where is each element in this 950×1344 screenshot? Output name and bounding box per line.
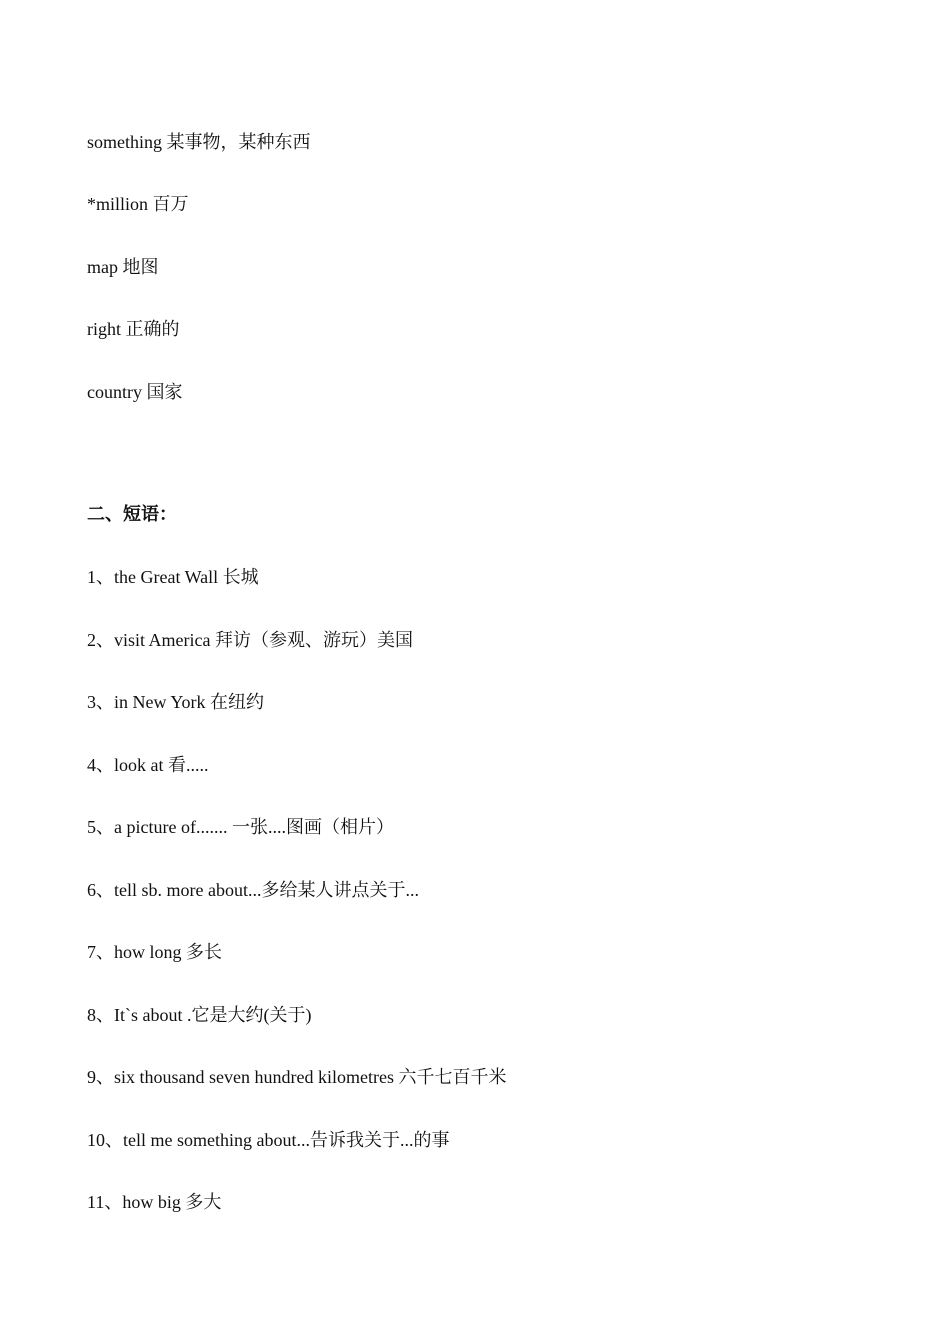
- vocab-item: something 某事物，某种东西: [87, 132, 311, 152]
- vocab-item: map 地图: [87, 257, 159, 277]
- vocab-item: *million 百万: [87, 194, 189, 214]
- phrase-item: 4、look at 看.....: [87, 755, 209, 775]
- phrase-item: 9、six thousand seven hundred kilometres 六千七百千米: [87, 1067, 507, 1087]
- phrase-item: 1、the Great Wall 长城: [87, 567, 259, 587]
- phrase-item: 8、It`s about .它是大约(关于): [87, 1005, 312, 1025]
- phrase-item: 10、tell me something about...告诉我关于...的事: [87, 1130, 450, 1150]
- phrase-item: 5、a picture of....... 一张....图画（相片）: [87, 817, 394, 837]
- phrase-item: 3、in New York 在纽约: [87, 692, 265, 712]
- phrase-item: 2、visit America 拜访（参观、游玩）美国: [87, 630, 413, 650]
- vocab-item: right 正确的: [87, 319, 180, 339]
- phrase-item: 6、tell sb. more about...多给某人讲点关于...: [87, 880, 419, 900]
- vocab-item: country 国家: [87, 382, 183, 402]
- phrase-item: 7、how long 多长: [87, 942, 222, 962]
- section-heading: 二、短语：: [87, 504, 177, 525]
- phrase-item: 11、how big 多大: [87, 1192, 222, 1212]
